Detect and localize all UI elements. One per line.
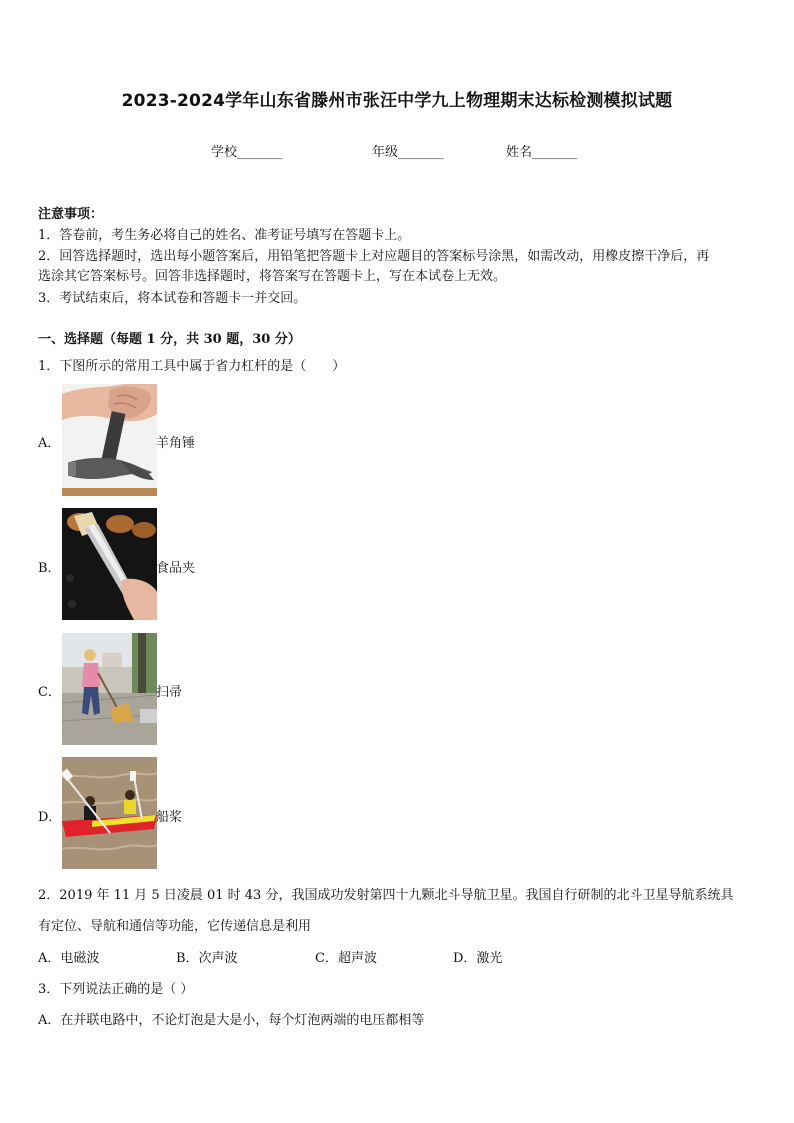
food-tongs-photo <box>62 508 157 620</box>
question-2-option-a: A．电磁波 <box>38 951 100 966</box>
question-2-stem-line-1: 2．2019 年 11 月 5 日凌晨 01 时 43 分，我国成功发射第四十九颗北斗导航卫星。我国自行研制的北斗卫星导航系统具 <box>38 888 734 903</box>
option-d-letter: D． <box>38 810 62 825</box>
option-a-label: 羊角锤 <box>156 436 196 451</box>
question-2-option-c: C．超声波 <box>315 951 377 966</box>
question-3-option-a: A．在并联电路中，不论灯泡是大是小，每个灯泡两端的电压都相等 <box>38 1013 425 1028</box>
question-2-stem-line-2: 有定位、导航和通信等功能，它传递信息是利用 <box>38 919 312 934</box>
option-a-letter: A． <box>38 436 61 451</box>
option-c-letter: C． <box>38 685 61 700</box>
notice-heading: 注意事项： <box>38 207 104 222</box>
section-heading: 一、选择题（每题 1 分，共 30 题，30 分） <box>38 332 301 347</box>
option-d-label: 船桨 <box>156 810 183 825</box>
option-c-label: 扫帚 <box>156 685 183 700</box>
kayak-paddle-photo <box>62 757 157 869</box>
question-3-stem: 3．下列说法正确的是（ ） <box>38 982 194 997</box>
question-1-stem: 1．下图所示的常用工具中属于省力杠杆的是（ ） <box>38 359 346 374</box>
option-b-label: 食品夹 <box>156 561 196 576</box>
question-2-option-d: D．激光 <box>453 951 503 966</box>
school-field: 学校_______ <box>211 145 283 160</box>
notice-item-1: 1．答卷前，考生务必将自己的姓名、准考证号填写在答题卡上。 <box>38 228 411 243</box>
question-2-option-b: B．次声波 <box>176 951 238 966</box>
option-b-letter: B． <box>38 561 61 576</box>
name-field: 姓名_______ <box>506 145 578 160</box>
broom-sweeping-photo <box>62 633 157 745</box>
notice-item-2-line-1: 2．回答选择题时，选出每小题答案后，用铅笔把答题卡上对应题目的答案标号涂黑，如需改动，用橡皮擦干净后，再 <box>38 249 710 264</box>
claw-hammer-photo <box>62 384 157 496</box>
grade-field: 年级_______ <box>372 145 444 160</box>
notice-item-3: 3．考试结束后，将本试卷和答题卡一并交回。 <box>38 291 307 306</box>
notice-item-2-line-2: 选涂其它答案标号。回答非选择题时，将答案写在答题卡上，写在本试卷上无效。 <box>38 269 507 284</box>
page-title: 2023-2024学年山东省滕州市张汪中学九上物理期末达标检测模拟试题 <box>121 91 673 111</box>
